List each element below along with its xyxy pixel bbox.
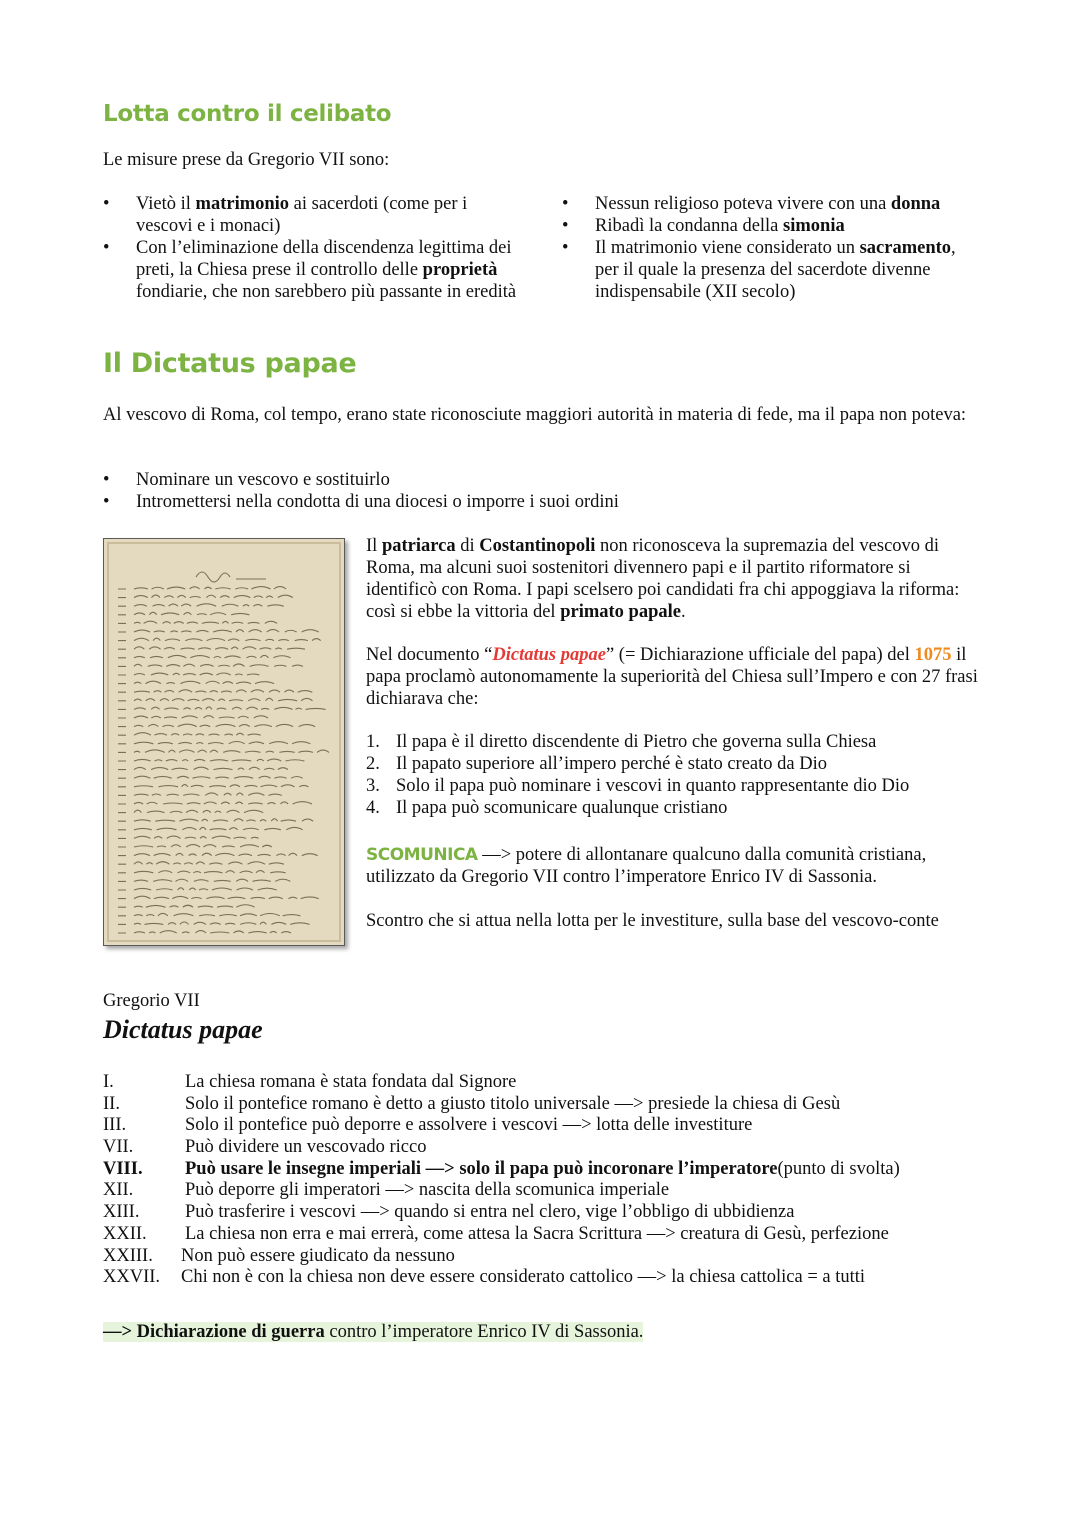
scomunica-paragraph: SCOMUNICA —> potere di allontanare qualcuno dalla comunità cristiana, utilizzato da Gregorio VII contro l’imperatore Enrico IV di Sassonia. xyxy=(366,845,927,887)
article-number: XXVII. xyxy=(103,1267,161,1288)
article-text: Chi non è con la chiesa non deve essere considerato cattolico —> la chiesa cattolica = a tutti xyxy=(181,1267,866,1288)
table-row xyxy=(103,1114,983,1136)
manuscript-drawing xyxy=(104,539,344,945)
article-text: Può dividere un vescovado ricco xyxy=(185,1137,427,1158)
article-text: Solo il pontefice può deporre e assolvere i vescovi —> lotta delle investiture xyxy=(185,1115,753,1136)
dictatus-red-title: Dictatus papae xyxy=(492,645,606,665)
table-row xyxy=(103,1266,983,1288)
article-text: Può trasferire i vescovi —> quando si entra nel clero, vige l’obbligo di ubbidienza xyxy=(185,1202,795,1223)
article-text: Può deporre gli imperatori —> nascita della scomunica imperiale xyxy=(185,1180,670,1201)
dictatus-articles-list xyxy=(103,1071,983,1288)
article-number: III. xyxy=(103,1115,127,1136)
article-number: XII. xyxy=(103,1180,134,1201)
article-number: XXII. xyxy=(103,1223,147,1244)
dictatus-intro: Al vescovo di Roma, col tempo, erano state riconosciute maggiori autorità in materia di fede, ma il papa non poteva: xyxy=(103,405,967,425)
article-number: II. xyxy=(103,1093,120,1114)
article-number: VIII. xyxy=(103,1158,143,1179)
article-tail: (punto di svolta) xyxy=(777,1158,900,1179)
conclusion xyxy=(103,1321,643,1343)
list-item: 3. Solo il papa può nominare i vescovi in quanto rappresentante dio Dio xyxy=(366,776,910,796)
article-number: XXIII. xyxy=(103,1245,153,1266)
year-1075: 1075 xyxy=(914,645,952,665)
dictatus-numbered-list xyxy=(366,731,978,819)
list-item: 4. Il papa può scomunicare qualunque cristiano xyxy=(366,798,728,818)
article-number: XIII. xyxy=(103,1202,140,1223)
section-title-celibato: Lotta contro il celibato xyxy=(103,101,392,127)
article-text: La chiesa non erra e mai errerà, come attesa la Sacra Scrittura —> creatura di Gesù, perfezione xyxy=(185,1223,889,1244)
list-item: 2. Il papato superiore all’impero perché è stato creato da Dio xyxy=(366,754,827,774)
list-item: 1. Il papa è il diretto discendente di Pietro che governa sulla Chiesa xyxy=(366,732,877,752)
article-number: VII. xyxy=(103,1137,134,1158)
article-number: I. xyxy=(103,1072,114,1092)
table-row xyxy=(103,1201,983,1223)
section-title-dictatus: Il Dictatus papae xyxy=(103,348,357,379)
author: Gregorio VII xyxy=(103,991,200,1011)
list-item: • Ribadì la condanna della simonia xyxy=(562,215,982,237)
list-item: • Nessun religioso poteva vivere con una donna xyxy=(562,193,982,215)
table-row xyxy=(103,1179,983,1201)
manuscript-image xyxy=(103,538,345,946)
article-text: La chiesa romana è stata fondata dal Signore xyxy=(185,1072,517,1092)
list-item: • Nominare un vescovo e sostituirlo xyxy=(103,469,983,491)
table-row xyxy=(103,1245,983,1267)
article-text: Può usare le insegne imperiali —> solo il papa può incoronare l’imperatore xyxy=(185,1158,778,1179)
dictatus-limits-list xyxy=(103,469,983,513)
scontro-paragraph: Scontro che si attua nella lotta per le investiture, sulla base del vescovo-conte xyxy=(366,911,939,931)
list-item: • Il matrimonio viene considerato un sacramento, per il quale la presenza del sacerdote divenne indispensabile (XII secolo) xyxy=(562,237,982,303)
celibato-right-list xyxy=(562,193,982,303)
table-row xyxy=(103,1093,983,1115)
list-item: • Intromettersi nella condotta di una diocesi o imporre i suoi ordini xyxy=(103,491,983,513)
list-item: • Vietò il matrimonio ai sacerdoti (come per i vescovi e i monaci) xyxy=(103,193,523,237)
celibato-left-list xyxy=(103,193,523,303)
table-row xyxy=(103,1223,983,1245)
table-row xyxy=(103,1071,983,1093)
list-item: • Con l’eliminazione della discendenza legittima dei preti, la Chiesa prese il controllo delle proprietà fondiarie, che non sarebbero più passante in eredità xyxy=(103,237,523,303)
article-text: Non può essere giudicato da nessuno xyxy=(181,1245,455,1266)
table-row xyxy=(103,1158,983,1180)
table-row xyxy=(103,1136,983,1158)
conclusion-highlight: —> Dichiarazione di guerra contro l’imperatore Enrico IV di Sassonia. xyxy=(103,1322,644,1342)
patriarca-paragraph: Il patriarca di Costantinopoli non riconosceva la supremazia del vescovo di Roma, ma alcuni suoi sostenitori divennero papi e il partito riformatore si identificò con Roma. I papi scelsero poi candidati fra chi appoggiava la riforma: così si ebbe la vittoria del primato papale. xyxy=(366,536,960,622)
document-title: Dictatus papae xyxy=(103,1015,263,1044)
celibato-intro: Le misure prese da Gregorio VII sono: xyxy=(103,150,390,170)
scomunica-label: SCOMUNICA xyxy=(366,845,478,865)
article-text: Solo il pontefice romano è detto a giusto titolo universale —> presiede la chiesa di Gesù xyxy=(185,1093,841,1114)
dictatus-paragraph: Nel documento “Dictatus papae” (= Dichiarazione ufficiale del papa) del 1075 il papa proclamò autonomamente la superiorità del Chiesa sull’Impero e con 27 frasi dichiarava che: xyxy=(366,645,978,709)
